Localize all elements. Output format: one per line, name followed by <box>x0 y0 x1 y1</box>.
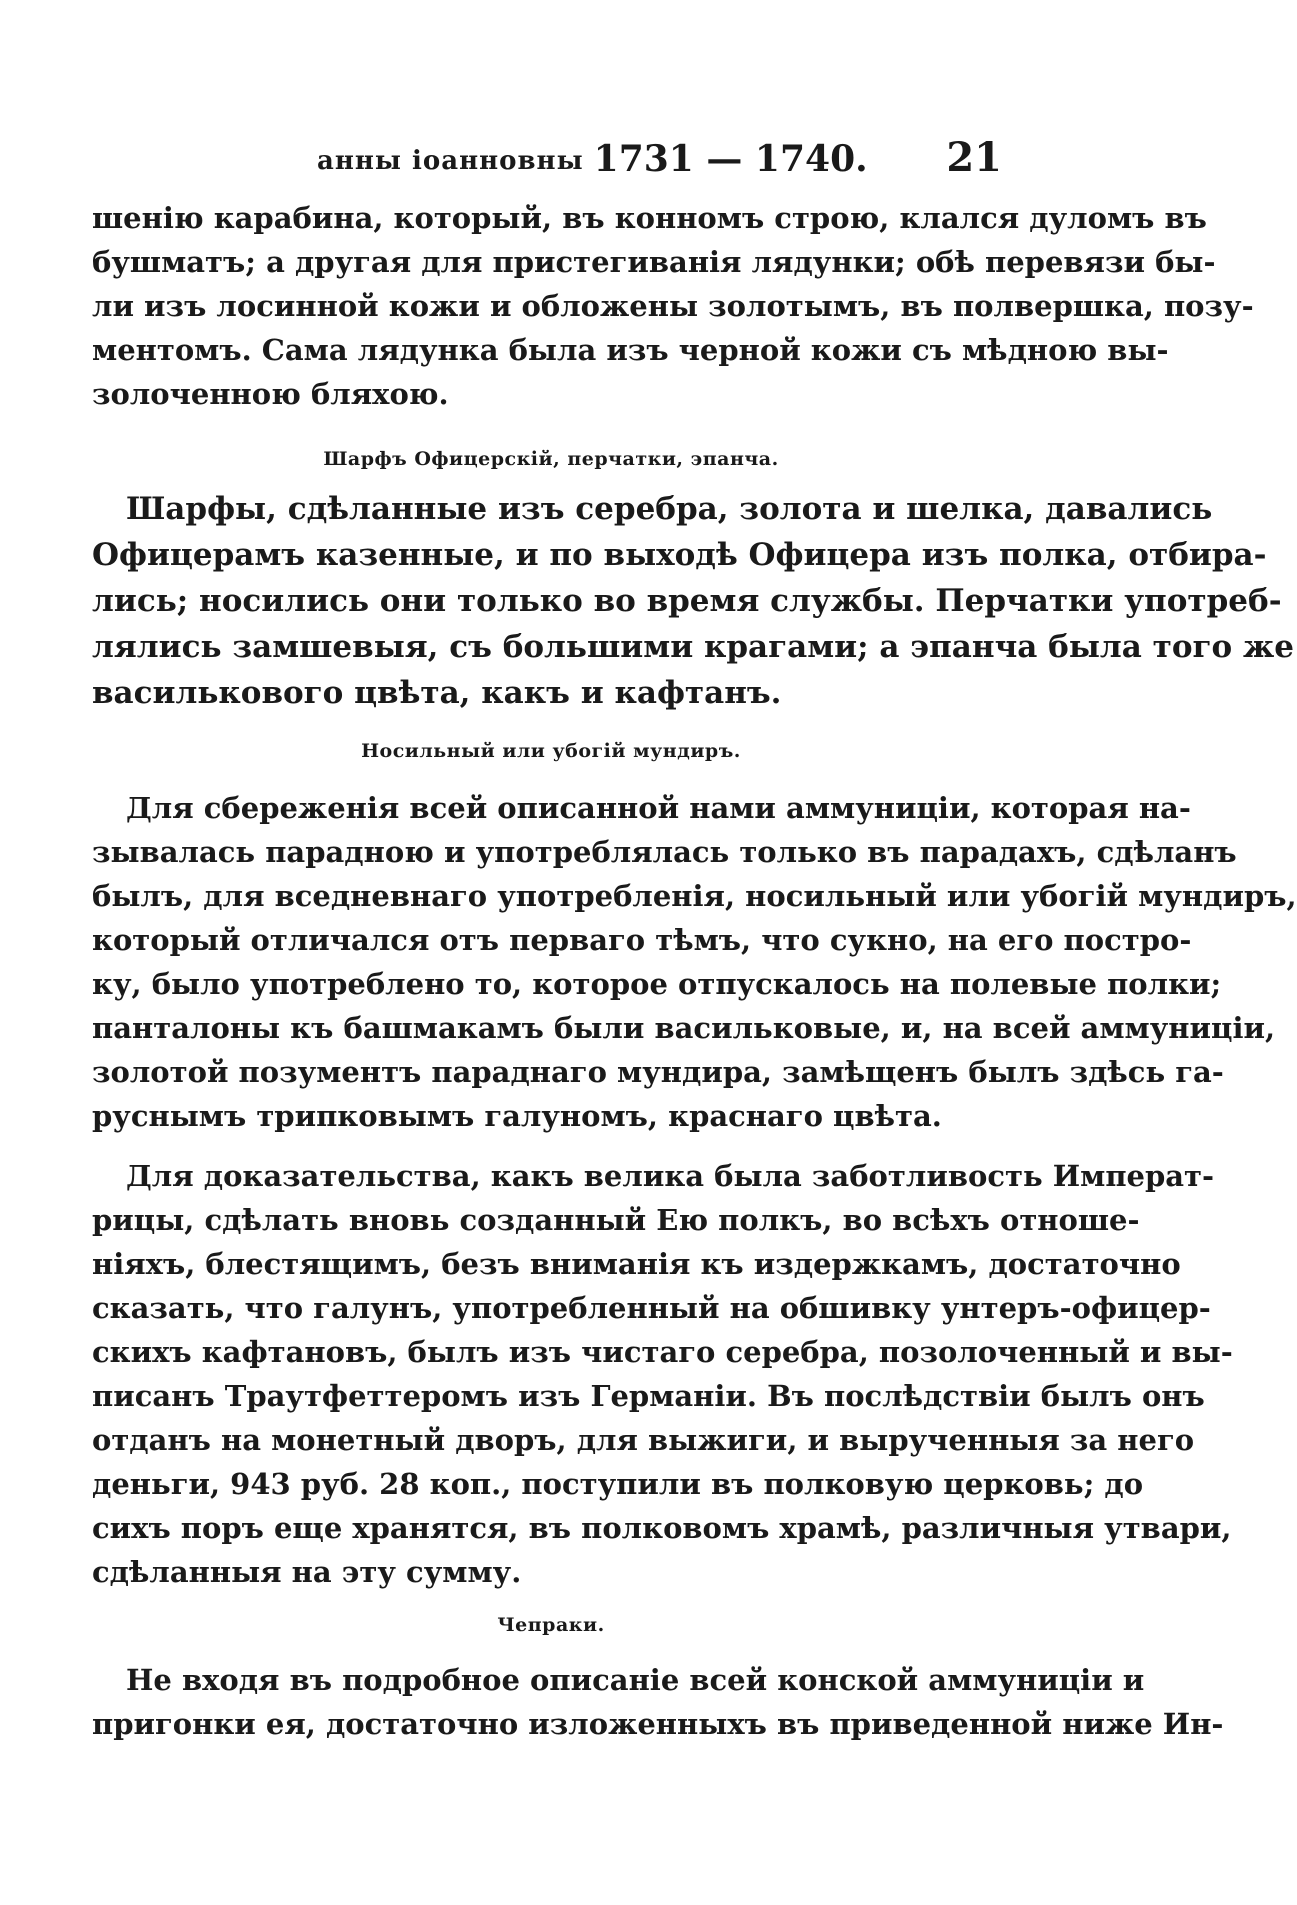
text-line: Офицерамъ казенные, и по выходѣ Офицера изъ полка, отбира- <box>92 537 1267 573</box>
text-line: сдѣланныя на эту сумму. <box>92 1555 522 1589</box>
paragraph-everyday-uniform <box>92 786 1297 1138</box>
text-line: бушматъ; а другая для пристегиванія лядунки; обѣ перевязи бы- <box>92 245 1216 279</box>
text-line: панталоны къ башмакамъ были васильковые, и, на всей аммуниціи, <box>92 1011 1276 1045</box>
section-heading-uniform: Носильный или убогій мундиръ. <box>361 740 741 762</box>
section-heading-saddlecloths: Чепраки. <box>497 1614 605 1636</box>
text-line: Не входя въ подробное описаніе всей конской аммуниціи и <box>126 1663 1145 1697</box>
text-line: ментомъ. Сама лядунка была изъ черной кожи съ мѣдною вы- <box>92 333 1169 367</box>
text-line: деньги, 943 руб. 28 коп., поступили въ полковую церковь; до <box>92 1467 1144 1501</box>
text-line: лялись замшевыя, съ большими крагами; а эпанча была того же <box>92 629 1295 665</box>
text-line: ку, было употреблено то, которое отпускалось на полевые полки; <box>92 967 1222 1001</box>
text-line: лись; носились они только во время службы. Перчатки употреб- <box>92 583 1282 619</box>
paragraph-scarves <box>92 486 1295 716</box>
text-line: Для сбереженія всей описанной нами аммуниціи, которая на- <box>126 791 1191 825</box>
text-line: шенію карабина, который, въ конномъ строю, клался дуломъ въ <box>92 201 1207 235</box>
paragraph-empress-care <box>92 1154 1233 1594</box>
text-line: руснымъ трипковымъ галуномъ, краснаго цвѣта. <box>92 1099 942 1133</box>
text-line: сихъ поръ еще хранятся, въ полковомъ храмѣ, различныя утвари, <box>92 1511 1232 1545</box>
text-line: василькового цвѣта, какъ и кафтанъ. <box>92 675 782 711</box>
text-line: золотой позументъ параднаго мундира, замѣщенъ былъ здѣсь га- <box>92 1055 1224 1089</box>
text-line: пригонки ея, достаточно изложенныхъ въ приведенной ниже Ин- <box>92 1707 1224 1741</box>
running-title-years: 1731 — 1740. <box>593 138 868 180</box>
text-line: зывалась парадною и употреблялась только въ парадахъ, сдѣланъ <box>92 835 1237 869</box>
page-number: 21 <box>946 134 1002 181</box>
text-line: отданъ на монетный дворъ, для выжиги, и вырученныя за него <box>92 1423 1195 1457</box>
section-heading-scarf: Шарфъ Офицерскій, перчатки, эпанча. <box>323 448 779 470</box>
running-title-text: анны іоанновны <box>317 146 584 176</box>
paragraph-saddlecloths <box>92 1658 1224 1746</box>
text-line: сказать, что галунъ, употребленный на обшивку унтеръ-офицер- <box>92 1291 1211 1325</box>
page-header <box>92 134 1012 181</box>
text-line: золоченною бляхою. <box>92 377 449 411</box>
text-line: былъ, для вседневнаго употребленія, носильный или убогій мундиръ, <box>92 879 1297 913</box>
text-line: ли изъ лосинной кожи и обложены золотымъ, въ полвершка, позу- <box>92 289 1254 323</box>
text-line: рицы, сдѣлать вновь созданный Ею полкъ, во всѣхъ отноше- <box>92 1203 1140 1237</box>
text-line: скихъ кафтановъ, былъ изъ чистаго серебра, позолоченный и вы- <box>92 1335 1233 1369</box>
text-line: писанъ Траутфеттеромъ изъ Германіи. Въ послѣдствіи былъ онъ <box>92 1379 1205 1413</box>
text-line: Для доказательства, какъ велика была заботливость Императ- <box>126 1159 1215 1193</box>
paragraph-carbine-belts <box>92 196 1254 416</box>
text-line: Шарфы, сдѣланные изъ серебра, золота и шелка, давались <box>126 491 1213 527</box>
running-title <box>317 138 868 180</box>
text-line: ніяхъ, блестящимъ, безъ вниманія къ издержкамъ, достаточно <box>92 1247 1181 1281</box>
text-line: который отличался отъ перваго тѣмъ, что сукно, на его постро- <box>92 923 1192 957</box>
